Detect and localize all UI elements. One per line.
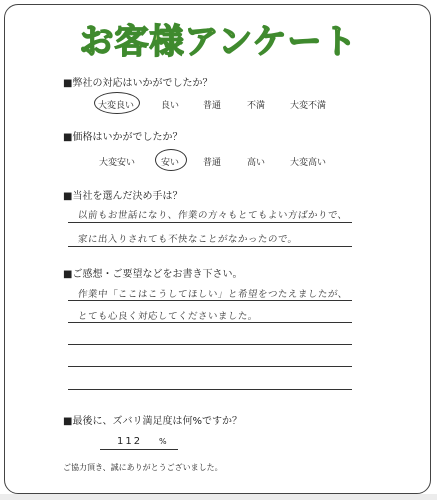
q1-question: ■弊社の対応はいかがでしたか？ xyxy=(63,78,213,89)
q3-rule-2 xyxy=(68,246,352,247)
q5-answer xyxy=(100,436,180,448)
q4-question: ■ご感想・ご要望などをお書き下さい。 xyxy=(63,269,243,280)
q1-option-very-good[interactable]: 大変良い xyxy=(97,101,135,111)
q1-option-dissatisfied[interactable]: 不満 xyxy=(246,101,266,111)
q3-answer-line-1: 以前もお世話になり、作業の方々もとてもよい方ばかりで、 xyxy=(77,210,349,221)
q2-option-very-cheap[interactable]: 大変安い xyxy=(98,158,136,168)
q4-rule-4 xyxy=(68,366,352,367)
q2-option-normal[interactable]: 普通 xyxy=(202,158,222,168)
footer-thanks: ご協力頂き、誠にありがとうございました。 xyxy=(63,463,223,472)
q2-question: ■価格はいかがでしたか？ xyxy=(63,132,183,143)
q4-answer-line-1: 作業中「ここはこうしてほしい」と希望をつたえましたが、 xyxy=(77,289,349,300)
q5-question: ■最後に、ズバリ満足度は何%ですか？ xyxy=(63,416,242,427)
q2-selected-circle xyxy=(155,149,187,171)
q4-rule-3 xyxy=(68,344,352,345)
q5-rule xyxy=(100,449,178,450)
q2-option-expensive[interactable]: 高い xyxy=(246,158,266,168)
q5-unit: % xyxy=(159,437,167,446)
q4-rule-2 xyxy=(68,322,352,323)
q4-answer-line-2: とても心良く対応してくださいました。 xyxy=(77,311,259,322)
bottom-band xyxy=(0,494,437,500)
q3-question: ■当社を選んだ決め手は？ xyxy=(63,191,183,202)
q1-option-good[interactable]: 良い xyxy=(160,101,180,111)
q4-rule-1 xyxy=(68,300,352,301)
q1-option-normal[interactable]: 普通 xyxy=(202,101,222,111)
q4-rule-5 xyxy=(68,389,352,390)
q5-value: 112 xyxy=(117,436,143,447)
q1-option-very-dissatisfied[interactable]: 大変不満 xyxy=(289,101,327,111)
survey-title: お客様アンケート xyxy=(79,22,358,62)
q3-rule-1 xyxy=(68,222,352,223)
q2-option-cheap[interactable]: 安い xyxy=(160,158,180,168)
q3-answer-line-2: 家に出入りされても不快なことがなかったので。 xyxy=(77,234,299,245)
q1-selected-circle xyxy=(94,92,140,114)
q2-option-very-expensive[interactable]: 大変高い xyxy=(289,158,327,168)
